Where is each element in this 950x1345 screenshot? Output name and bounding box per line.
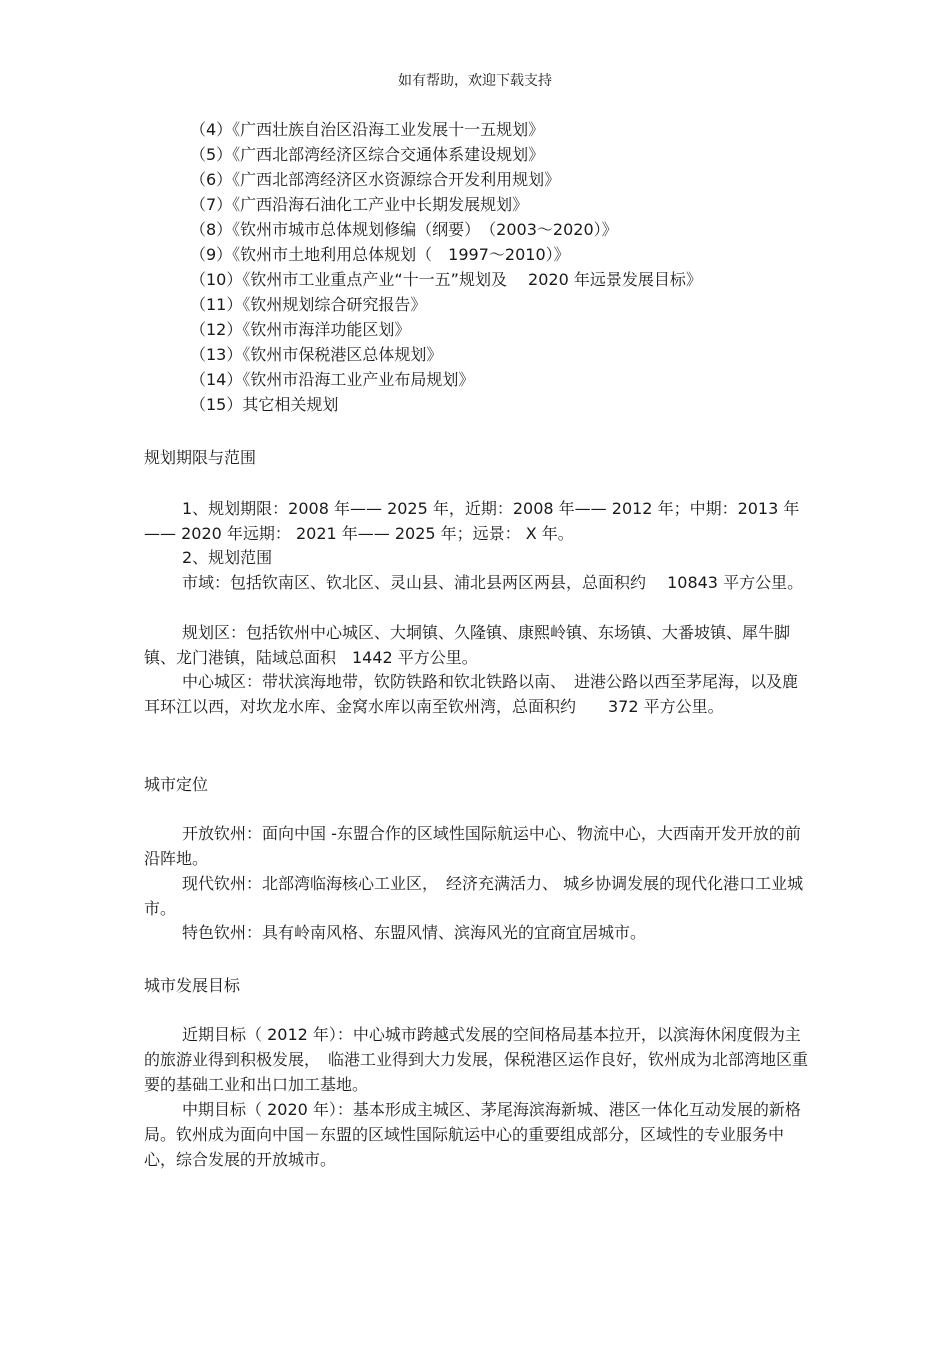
mid-term-goal-paragraph: 中期目标（ 2020 年）：基本形成主城区、茅尾海滨海新城、港区一体化互动发展的新格局。钦州成为面向中国－东盟的区域性国际航运中心的重要组成部分，区域性的专业服务中心，综合发展的开放城市。 — [144, 1100, 801, 1169]
planning-area-paragraph: 规划区：包括钦州中心城区、大垌镇、久隆镇、康熙岭镇、东场镇、大番坡镇、犀牛脚镇、龙门港镇，陆域总面积 1442 平方公里。 — [144, 623, 791, 667]
central-area-paragraph: 中心城区：带状滨海地带，钦防铁路和钦北铁路以南、 进港公路以西至茅尾海，以及鹿耳环江以西，对坎龙水库、金窝水库以南至钦州湾，总面积约 372 平方公里。 — [144, 672, 799, 716]
list-item: （15）其它相关规划 — [190, 395, 339, 414]
reference-list — [190, 117, 702, 417]
period-paragraph: 1、规划期限：2008 年—— 2025 年，近期：2008 年—— 2012 年；中期：2013 年—— 2020 年远期： 2021 年—— 2025 年；远景： X 年。 — [144, 499, 800, 543]
list-item: （11）《钦州规划综合研究报告》 — [190, 295, 427, 314]
section-heading-period: 规划期限与范围 — [144, 448, 257, 467]
list-item: （4）《广西壮族自治区沿海工业发展十一五规划》 — [190, 120, 545, 139]
position-modern-paragraph: 现代钦州：北部湾临海核心工业区， 经济充满活力、 城乡协调发展的现代化港口工业城市。 — [144, 874, 804, 918]
page-header: 如有帮助，欢迎下载支持 — [398, 73, 552, 89]
list-item: （7）《广西沿海石油化工产业中长期发展规划》 — [190, 195, 529, 214]
section-heading-position: 城市定位 — [144, 775, 209, 794]
list-item: （10）《钦州市工业重点产业“十一五”规划及 2020 年远景发展目标》 — [190, 270, 702, 289]
list-item: （6）《广西北部湾经济区水资源综合开发利用规划》 — [190, 170, 561, 189]
list-item: （9）《钦州市土地利用总体规划（ 1997～2010）》 — [190, 245, 570, 264]
scope-title: 2、规划范围 — [182, 548, 273, 567]
list-item: （14）《钦州市沿海工业产业布局规划》 — [190, 370, 475, 389]
position-feature-paragraph: 特色钦州：具有岭南风格、东盟风情、滨海风光的宜商宜居城市。 — [182, 923, 647, 942]
list-item: （13）《钦州市保税港区总体规划》 — [190, 345, 443, 364]
list-item: （5）《广西北部湾经济区综合交通体系建设规划》 — [190, 145, 545, 164]
near-term-goal-paragraph: 近期目标（ 2012 年）：中心城市跨越式发展的空间格局基本拉开，以滨海休闲度假为主的旅游业得到积极发展， 临港工业得到大力发展，保税港区运作良好，钦州成为北部湾地区重要的基础工业和出口加工基地。 — [144, 1025, 809, 1094]
list-item: （8）《钦州市城市总体规划修编（纲要） （2003～2020）》 — [190, 220, 618, 239]
position-open-paragraph: 开放钦州：面向中国 -东盟合作的区域性国际航运中心、物流中心，大西南开发开放的前沿阵地。 — [144, 824, 801, 868]
list-item: （12）《钦州市海洋功能区划》 — [190, 320, 411, 339]
section-heading-goals: 城市发展目标 — [144, 976, 241, 995]
city-area-paragraph: 市域：包括钦南区、钦北区、灵山县、浦北县两区两县，总面积约 10843 平方公里。 — [182, 573, 804, 592]
